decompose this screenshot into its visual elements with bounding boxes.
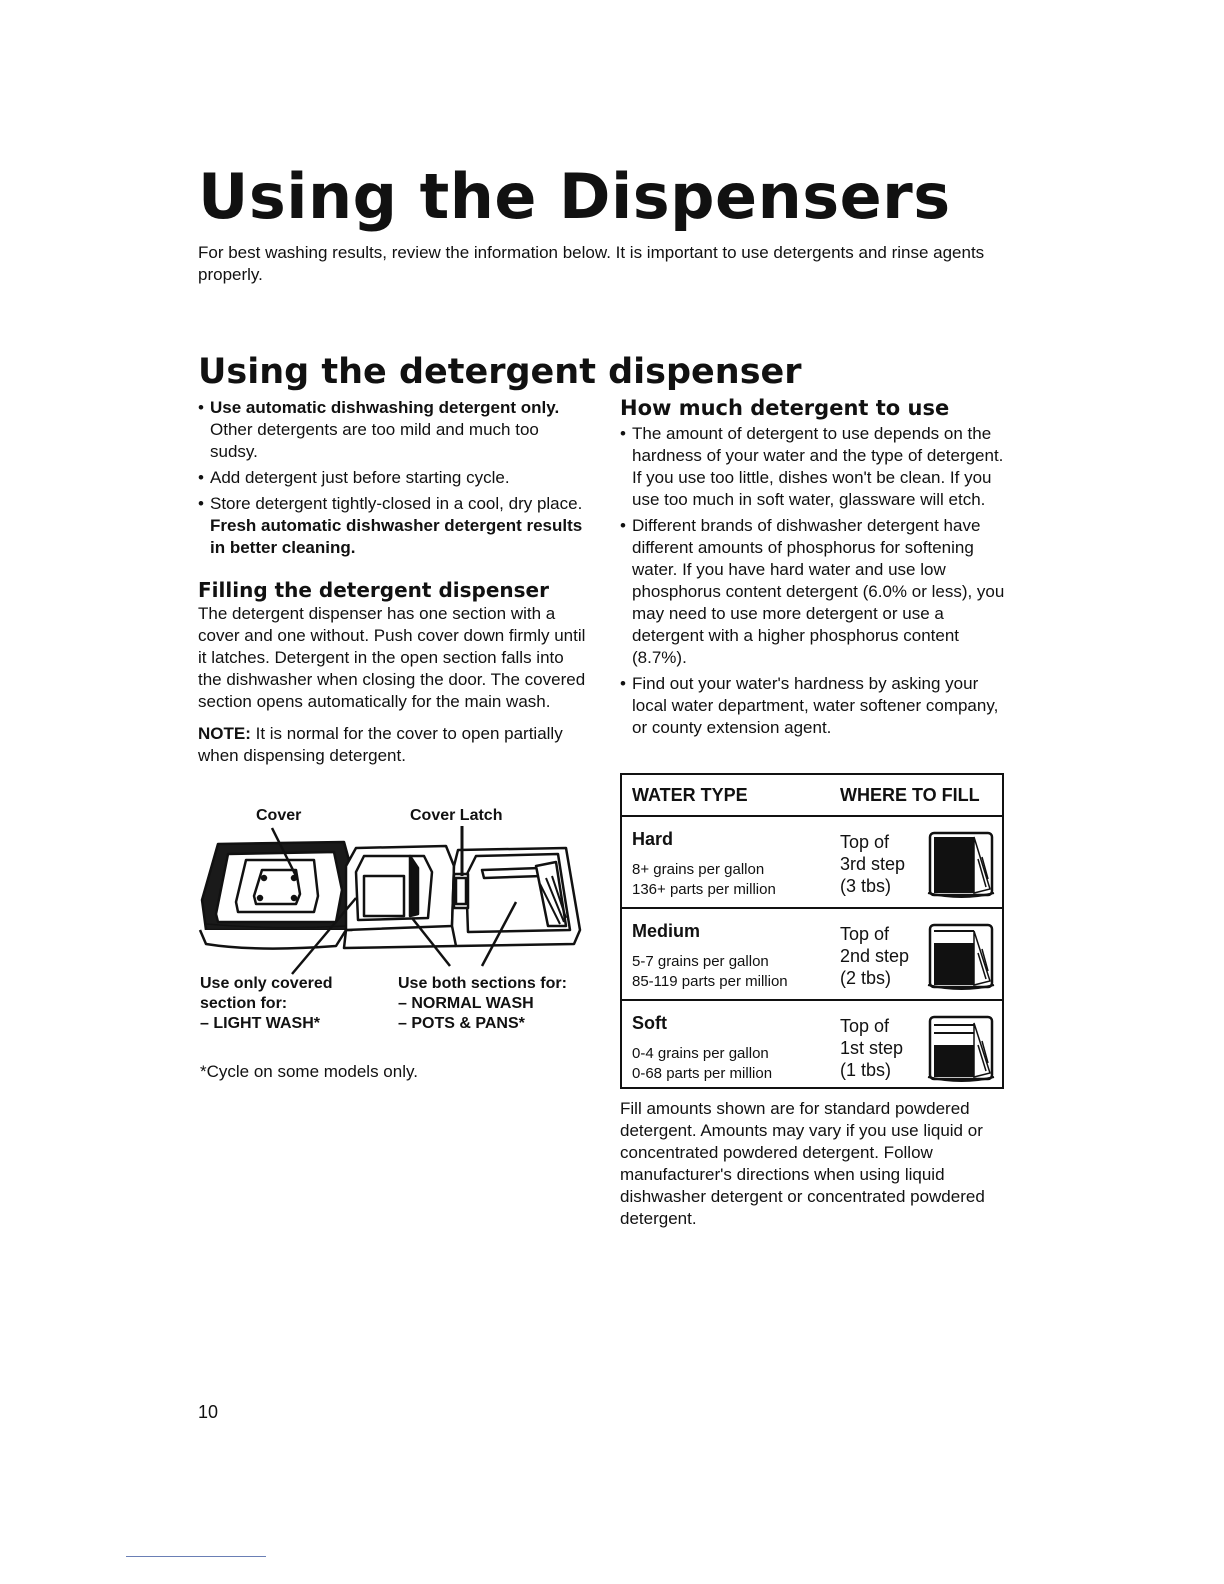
grains-per-gallon: 0-4 grains per gallon bbox=[632, 1045, 769, 1062]
right-column bbox=[620, 395, 1008, 743]
fill-level-text: Top of 1st step (1 tbs) bbox=[840, 1016, 904, 1080]
water-type-name: Hard bbox=[632, 829, 674, 849]
list-item: • Store detergent tightly-closed in a cool, dry place. Fresh automatic dishwasher detergent results in better cleaning. bbox=[198, 493, 590, 559]
list-item: • Find out your water's hardness by asking your local water department, water softener company, or county extension agent. bbox=[620, 673, 1008, 739]
list-item: • The amount of detergent to use depends on the hardness of your water and the type of detergent. If you use too little, dishes won't be clean. If you use too much in soft water, glassware will etch. bbox=[620, 423, 1008, 511]
footnote: *Cycle on some models only. bbox=[200, 1062, 418, 1081]
header-water-type: WATER TYPE bbox=[632, 785, 748, 805]
page-number: 10 bbox=[198, 1402, 219, 1422]
note-text: NOTE: It is normal for the cover to open partially when dispensing detergent. bbox=[198, 724, 563, 765]
grains-per-gallon: 5-7 grains per gallon bbox=[632, 953, 769, 970]
detergent-cup-icon bbox=[926, 921, 998, 991]
parts-per-million: 136+ parts per million bbox=[632, 881, 776, 898]
footer-rule bbox=[126, 1556, 266, 1557]
parts-per-million: 0-68 parts per million bbox=[632, 1065, 773, 1082]
detergent-cup-icon bbox=[926, 829, 998, 899]
fill-level-text: Top of 3rd step (3 tbs) bbox=[840, 832, 906, 896]
left-column bbox=[198, 397, 590, 767]
list-item: • Use automatic dishwashing detergent only. Other detergents are too mild and much too sudsy. bbox=[198, 397, 590, 463]
table-row bbox=[622, 1001, 1002, 1093]
table-row bbox=[622, 817, 1002, 909]
how-much-heading: How much detergent to use bbox=[620, 396, 950, 420]
section-title: Using the detergent dispenser bbox=[198, 352, 802, 392]
filling-text: The detergent dispenser has one section with a cover and one without. Push cover down firmly until it latches. Detergent in the open section falls into the dishwasher when closing the door. The covered section opens automatically for the main wash. bbox=[198, 604, 586, 711]
caption-both-sections: Use both sections for: – NORMAL WASH – POTS & PANS* bbox=[398, 975, 567, 1032]
header-where-to-fill: WHERE TO FILL bbox=[840, 785, 980, 805]
fill-amounts-note: Fill amounts shown are for standard powdered detergent. Amounts may vary if you use liquid or concentrated powdered detergent. Follow manufacturer's directions when using liquid dishwasher detergent or concentrated powdered detergent. bbox=[620, 1099, 985, 1228]
intro-text: For best washing results, review the information below. It is important to use detergents and rinse agents properly. bbox=[198, 243, 985, 284]
detergent-cup-icon bbox=[926, 1013, 998, 1083]
table-row bbox=[622, 909, 1002, 1001]
figure-label-cover: Cover bbox=[256, 807, 302, 824]
caption-covered-section: Use only covered section for: – LIGHT WASH* bbox=[200, 975, 333, 1032]
list-item: • Different brands of dishwasher detergent have different amounts of phosphorus for softening water. If you have hard water and use low phosphorus content detergent (6.0% or less), you may need to use more detergent or use a detergent with a higher phosphorus content (8.7%). bbox=[620, 515, 1008, 669]
how-much-list bbox=[620, 423, 1008, 739]
figure-label-cover-latch: Cover Latch bbox=[410, 807, 503, 824]
list-item: • Add detergent just before starting cycle. bbox=[198, 467, 590, 489]
detergent-dispenser-illustration bbox=[196, 826, 590, 976]
water-type-name: Medium bbox=[632, 921, 701, 941]
water-type-name: Soft bbox=[632, 1013, 667, 1033]
grains-per-gallon: 8+ grains per gallon bbox=[632, 861, 765, 878]
parts-per-million: 85-119 parts per million bbox=[632, 973, 788, 990]
page-title: Using the Dispensers bbox=[198, 160, 951, 233]
table-header bbox=[622, 775, 1002, 817]
water-type-table bbox=[620, 773, 1004, 1089]
detergent-tips-list bbox=[198, 397, 590, 559]
filling-heading: Filling the detergent dispenser bbox=[198, 578, 549, 602]
fill-level-text: Top of 2nd step (2 tbs) bbox=[840, 924, 910, 988]
